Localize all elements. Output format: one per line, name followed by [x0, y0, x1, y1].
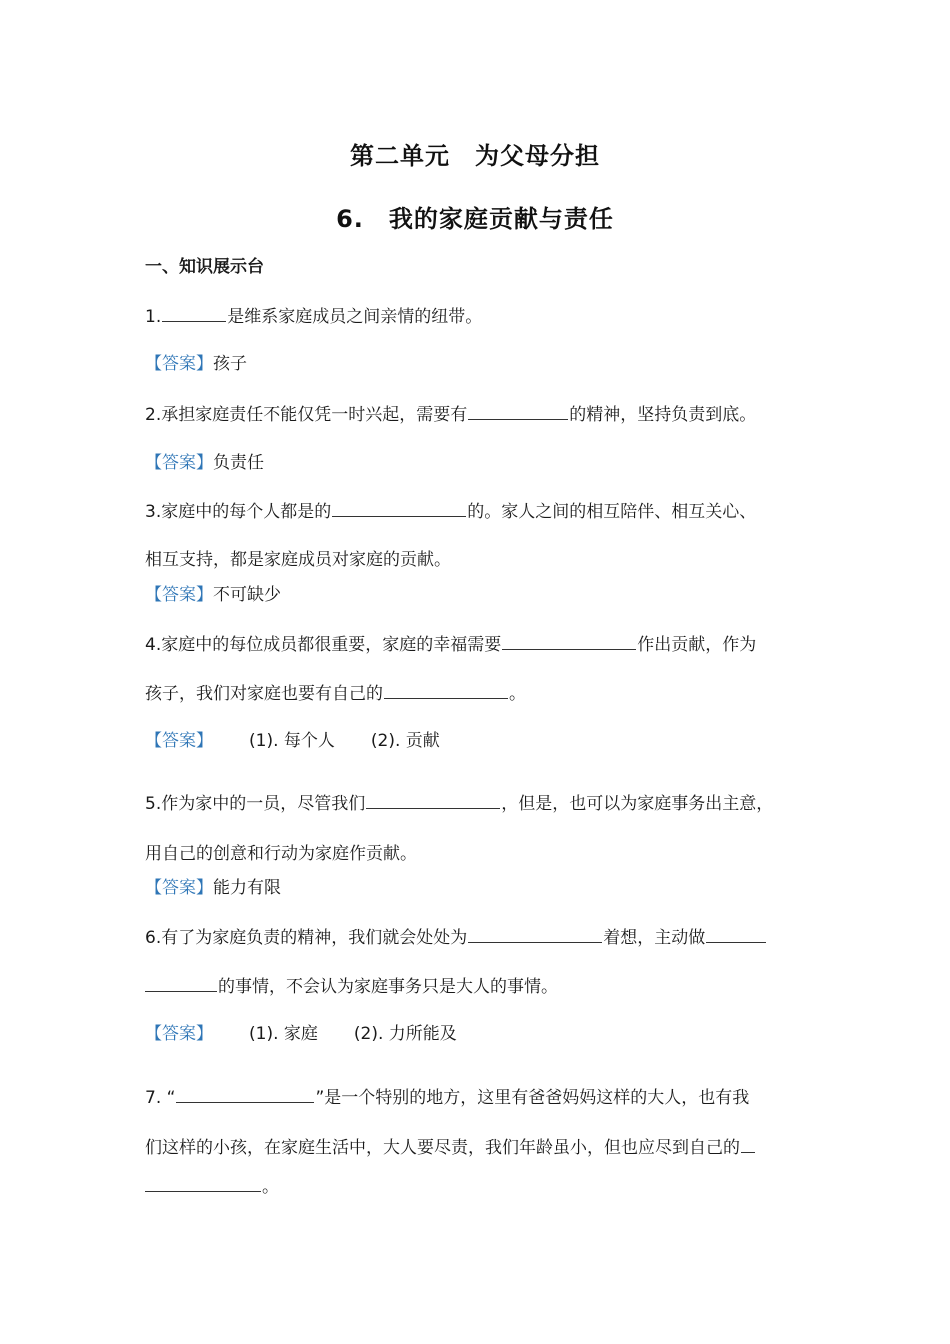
answer-5: 【答案】能力有限: [145, 878, 281, 898]
answer-blank-continued: [145, 973, 217, 992]
answer-blank: [384, 680, 508, 699]
question-2: 2.承担家庭责任不能仅凭一时兴起，需要有 的精神，坚持负责到底。: [145, 401, 756, 427]
question-5-line-2: 用自己的创意和行动为家庭作贡献。: [145, 844, 417, 864]
question-6-line-1: 6.有了为家庭负责的精神，我们就会处处为 着想，主动做: [145, 924, 767, 950]
answer-blank: [741, 1134, 755, 1153]
answer-3: 【答案】不可缺少: [145, 585, 281, 605]
question-5-line-1: 5.作为家中的一员，尽管我们 ，但是，也可以为家庭事务出主意，: [145, 790, 773, 816]
unit-title: 第二单元 为父母分担: [350, 142, 600, 170]
answer-blank-continued: [145, 1173, 261, 1192]
answer-blank: [468, 401, 568, 420]
answer-blank: [502, 631, 636, 650]
question-7-line-1: 7. “ ”是一个特别的地方，这里有爸爸妈妈这样的大人，也有我: [145, 1084, 749, 1110]
answer-blank: [468, 924, 602, 943]
answer-blank: [162, 303, 226, 322]
question-7-line-2: 们这样的小孩，在家庭生活中，大人要尽责，我们年龄虽小，但也应尽到自己的: [145, 1134, 756, 1160]
question-3-line-2: 相互支持，都是家庭成员对家庭的贡献。: [145, 550, 451, 570]
answer-blank: [176, 1084, 314, 1103]
question-4-line-1: 4.家庭中的每位成员都很重要，家庭的幸福需要 作出贡献，作为: [145, 631, 756, 657]
answer-blank: [706, 924, 766, 943]
answer-2: 【答案】负责任: [145, 453, 264, 473]
lesson-title: 6. 我的家庭贡献与责任: [336, 205, 614, 233]
answer-1: 【答案】孩子: [145, 354, 247, 374]
answer-4: 【答案】 (1). 每个人 (2). 贡献: [145, 731, 440, 751]
section-heading: 一、知识展示台: [145, 257, 264, 277]
answer-blank: [366, 790, 500, 809]
question-4-line-2: 孩子，我们对家庭也要有自己的 。: [145, 680, 526, 706]
question-1: 1. 是维系家庭成员之间亲情的纽带。: [145, 303, 482, 329]
question-3-line-1: 3.家庭中的每个人都是的 的。家人之间的相互陪伴、相互关心、: [145, 498, 756, 524]
question-6-line-2: 的事情，不会认为家庭事务只是大人的事情。: [145, 973, 558, 999]
answer-blank: [332, 498, 466, 517]
question-7-line-3: 。: [145, 1173, 279, 1199]
answer-6: 【答案】 (1). 家庭 (2). 力所能及: [145, 1024, 457, 1044]
